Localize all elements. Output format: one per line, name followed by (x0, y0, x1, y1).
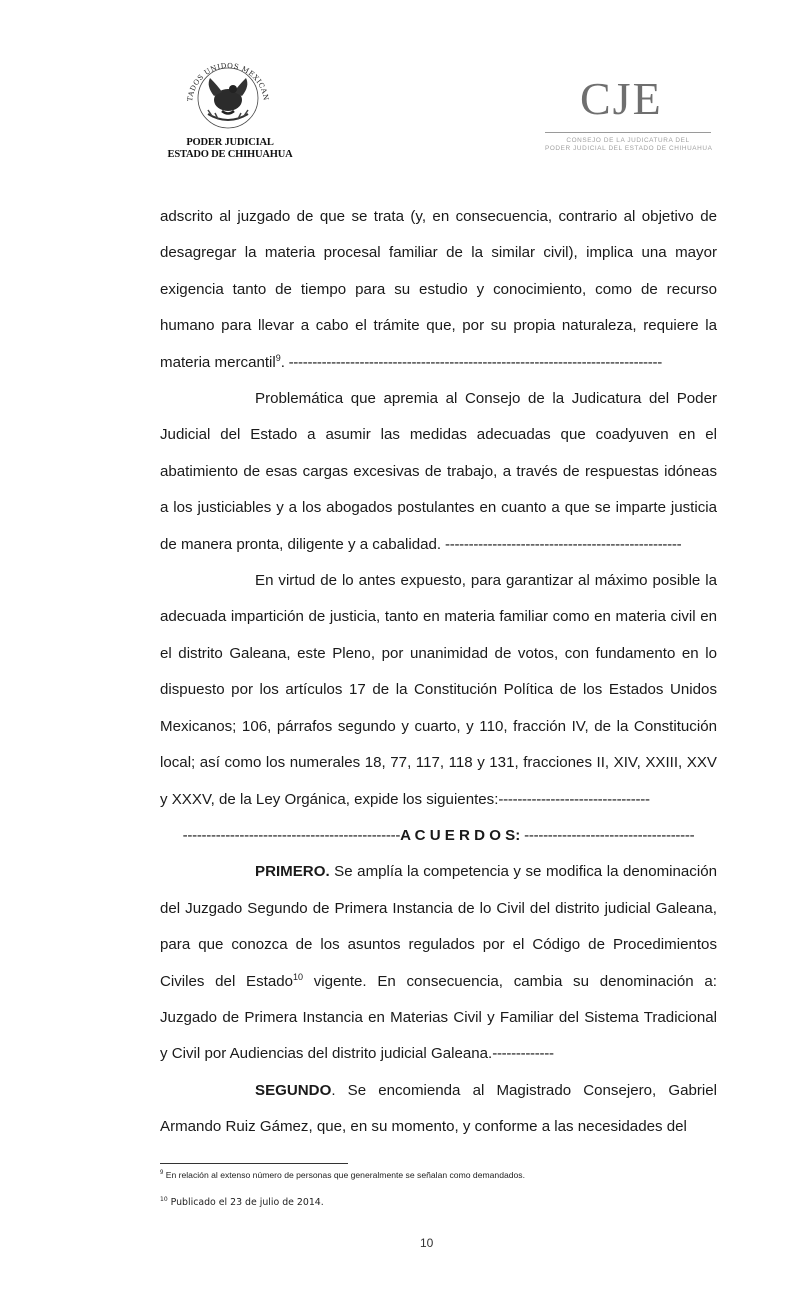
primero-text-a: Se amplía la competencia y se modifica la denominación del Juzgado Segundo de Primera Instancia de lo Civil del distrito judicial Galeana, para que conozca de los asuntos regulados por el Código de Procedimientos Civiles del Estado (160, 863, 717, 990)
cje-sub-line-1: CONSEJO DE LA JUDICATURA DEL (566, 137, 690, 144)
primero-label: PRIMERO. (255, 863, 330, 881)
coat-of-arms-seal (178, 56, 278, 130)
paragraph-primero (160, 854, 717, 1072)
footnote-10-text: Publicado el 23 de julio de 2014. (167, 1197, 324, 1208)
footnote-10 (160, 1197, 720, 1208)
paragraph-3 (160, 563, 717, 818)
logo-divider (545, 132, 711, 133)
footnote-9 (160, 1170, 720, 1180)
dash-fill: . ------------------------------------------------------------------------------- (280, 353, 662, 371)
page-number: 10 (420, 1236, 434, 1250)
footnote-ref-10: 10 (293, 971, 304, 982)
segundo-text: . Se encomienda al Magistrado Consejero, Gabriel Armando Ruiz Gámez, que, en su momento, y conforme a las necesidades del (160, 1081, 717, 1136)
org-line-1: PODER JUDICIAL (186, 137, 274, 148)
seal-text: TADOS UNIDOS MEXICAN (186, 61, 270, 102)
dash-fill: ------------- (492, 1045, 554, 1063)
cje-sub-line-2: PODER JUDICIAL DEL ESTADO DE CHIHUAHUA (545, 145, 713, 152)
document-body (160, 199, 717, 1146)
segundo-label: SEGUNDO (255, 1081, 332, 1099)
paragraph-3-text: En virtud de lo antes expuesto, para garantizar al máximo posible la adecuada impartición de justicia, tanto en materia familiar como en materia civil en el distrito Galeana, este Pleno, por unanimidad de votos, con fundamento en lo dispuesto por los artículos 17 de la Constitución Política de los Estados Unidos Mexicanos; 106, párrafos segundo y cuarto, y 110, fracción IV, de la Constitución local; así como los numerales 18, 77, 117, 118 y 131, fracciones II, XIV, XXIII, XXV y XXXV, de la Ley Orgánica, expide los siguientes: (160, 572, 717, 808)
dash-fill: ---------------------------------------------- (182, 826, 401, 844)
organization-name (150, 137, 310, 161)
paragraph-2-text: Problemática que apremia al Consejo de la Judicatura del Poder Judicial del Estado a asumir las medidas adecuadas que coadyuven en el abatimiento de esas cargas excesivas de trabajo, a través de respuestas idóneas a los justiciables y a los abogados postulantes en cuanto a que se imparte justicia de manera pronta, diligente y a cabalidad. (160, 390, 717, 553)
footnote-9-text: En relación al extenso número de personas que generalmente se señalan como demandados. (163, 1170, 525, 1180)
dash-fill: -------------------------------------------------- (441, 535, 682, 553)
primero-text-b: vigente. En consecuencia, cambia su denominación a: Juzgado de Primera Instancia en Materias Civil y Familiar del Sistema Tradicional y Civil por Audiencias del distrito judicial Galeana. (160, 972, 717, 1063)
org-line-2: ESTADO DE CHIHUAHUA (167, 149, 293, 160)
dash-fill: -------------------------------- (498, 790, 650, 808)
paragraph-1 (160, 199, 717, 381)
dash-fill: ------------------------------------ (520, 826, 695, 844)
cje-logo: CJE (580, 73, 663, 124)
footnote-10-ref: 10 (160, 1196, 168, 1203)
paragraph-1-text: adscrito al juzgado de que se trata (y, en consecuencia, contrario al objetivo de desagregar la materia procesal familiar de la similar civil), implica una mayor exigencia tanto de tiempo para su estudio y conocimiento, como de recurso humano para llevar a cabo el trámite que, por su propia naturaleza, requiere la materia mercantil (160, 208, 717, 371)
paragraph-2 (160, 381, 717, 563)
eagle-seal-icon (178, 56, 278, 130)
acuerdos-heading: A C U E R D O S: (400, 826, 521, 844)
paragraph-segundo (160, 1073, 717, 1146)
footnote-divider (160, 1163, 348, 1164)
footnote-9-ref: 9 (160, 1170, 164, 1176)
cje-subtitle (545, 137, 711, 153)
footnote-ref-9: 9 (275, 352, 281, 363)
acuerdos-heading-line (160, 818, 717, 854)
